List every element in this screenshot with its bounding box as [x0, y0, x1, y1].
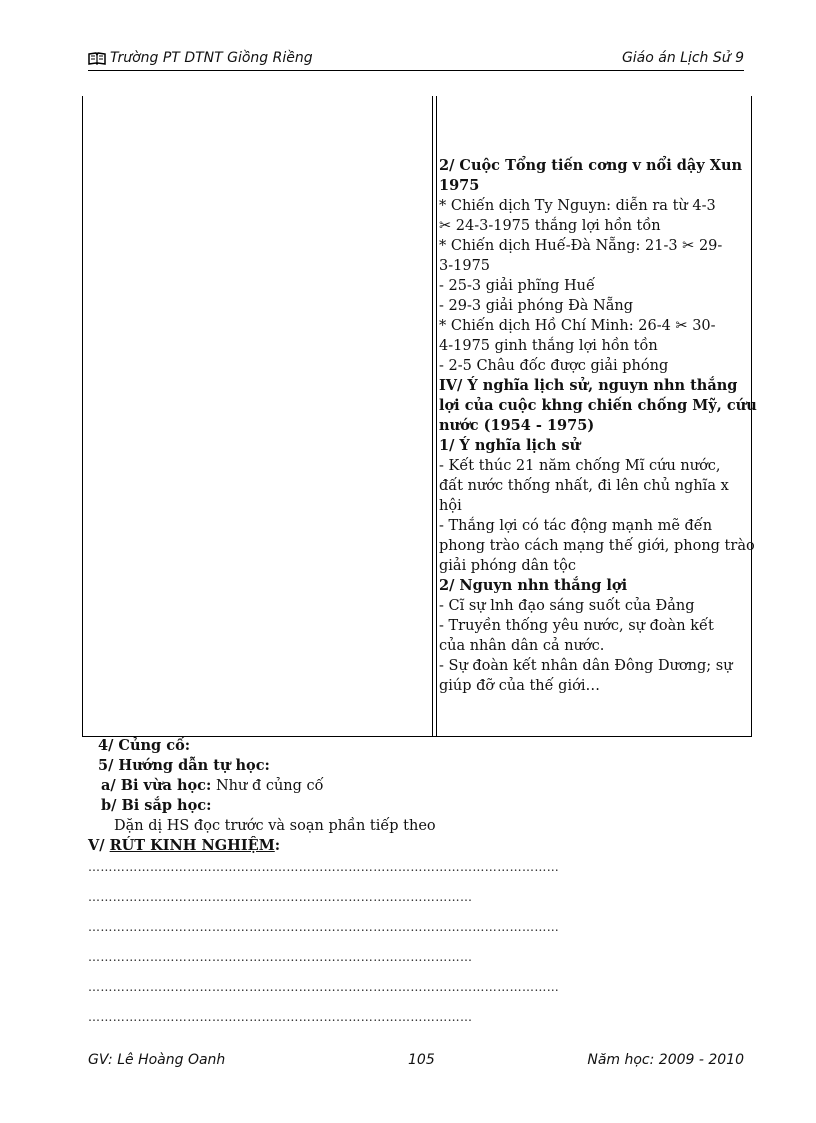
content-line: 4-1975 ginh thắng lợi hồn tồn [439, 338, 658, 354]
subject-title: Giáo án Lịch Sử 9 [621, 50, 744, 66]
content-line: 3-1975 [439, 258, 491, 274]
dot-line: ………………………………………………………………………………… [88, 950, 473, 964]
school-name: Trường PT DTNT Giồng Riềng [110, 50, 313, 66]
content-line: nước (1954 - 1975) [439, 417, 595, 434]
dot-line: ………………………………………………………………………………… [88, 1010, 473, 1024]
book-icon [88, 52, 106, 65]
content-line: - Thắng lợi có tác động mạnh mẽ đến [439, 518, 713, 534]
dot-line: ………………………………………………………………………………… [88, 890, 473, 904]
column-divider [436, 96, 437, 736]
content-line: của nhân dân cả nước. [439, 638, 605, 654]
school-year: Năm học: 2009 - 2010 [587, 1052, 744, 1068]
dot-line: …………………………………………………………………………………………………… [88, 860, 560, 874]
lesson-table [82, 96, 757, 737]
content-line: 1/ Ý nghĩa lịch sử [439, 437, 581, 454]
huong-dan-heading: 5/ Hướng dẫn tự học: [98, 757, 270, 774]
teacher-name: GV: Lê Hoàng Oanh [88, 1052, 226, 1068]
content-line: giải phóng dân tộc [439, 558, 576, 574]
content-line: giúp đỡ của thế giới… [439, 678, 600, 694]
content-line: * Chiến dịch Huế-Đà Nẵng: 21-3 ✂ 29- [439, 238, 723, 254]
content-line: lợi của cuộc khng chiến chống Mỹ, cứu [439, 397, 757, 414]
content-line: 1975 [439, 177, 480, 194]
content-line: đất nước thống nhất, đi lên chủ nghĩa x [439, 478, 729, 494]
content-line: hội [439, 498, 462, 514]
rkn-heading: V/ RÚT KINH NGHIỆM: [88, 837, 281, 854]
content-line: - 29-3 giải phóng Đà Nẵng [439, 298, 633, 314]
page-header [88, 50, 744, 70]
content-line: ✂ 24-3-1975 thắng lợi hồn tồn [439, 218, 661, 234]
closing-section [88, 736, 744, 856]
column-divider [432, 96, 433, 736]
content-line: - Kết thúc 21 năm chống Mĩ cứu nước, [439, 458, 721, 474]
dot-line: …………………………………………………………………………………………………… [88, 920, 560, 934]
content-line: - 2-5 Châu đốc được giải phóng [439, 358, 669, 374]
content-line: 2/ Nguyn nhn thắng lợi [439, 577, 628, 594]
bai-vua-hoc: a/ Bi vừa học: Như đ củng cố [101, 777, 324, 794]
content-line: - Sự đoàn kết nhân dân Đông Dương; sự [439, 658, 733, 674]
content-cell [439, 156, 757, 696]
content-line: phong trào cách mạng thế giới, phong trào [439, 538, 755, 554]
page-number: 105 [408, 1052, 435, 1068]
dan-do: Dặn dị HS đọc trước và soạn phần tiếp theo [114, 818, 436, 834]
content-line: - 25-3 giải phĩng Huế [439, 278, 595, 294]
bai-sap-hoc: b/ Bi sắp học: [101, 797, 212, 814]
content-line: - Cĩ sự lnh đạo sáng suốt của Đảng [439, 598, 695, 614]
cung-co-heading: 4/ Củng cố: [98, 737, 191, 754]
header-left [88, 50, 313, 66]
dot-line: …………………………………………………………………………………………………… [88, 980, 560, 994]
content-line: * Chiến dịch Hồ Chí Minh: 26-4 ✂ 30- [439, 318, 716, 334]
content-line: * Chiến dịch Ty Nguyn: diễn ra từ 4-3 [439, 198, 716, 214]
page-footer [88, 1052, 744, 1072]
content-line: - Truyền thống yêu nước, sự đoàn kết [439, 618, 714, 634]
content-line: 2/ Cuộc Tổng tiến cơng v nổi dậy Xun [439, 157, 743, 174]
header-rule [88, 70, 744, 71]
content-line: IV/ Ý nghĩa lịch sử, nguyn nhn thắng [439, 377, 738, 394]
